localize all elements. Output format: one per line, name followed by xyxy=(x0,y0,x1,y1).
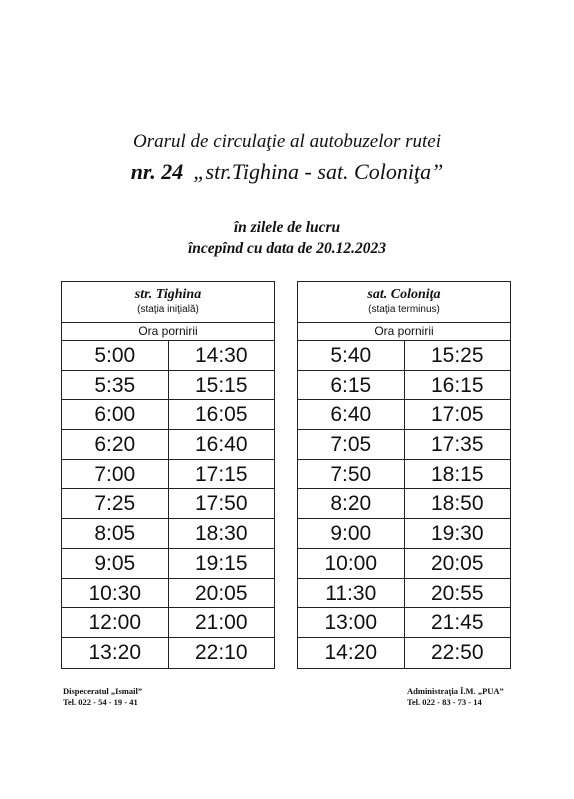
departure-time: 13:00 xyxy=(298,608,405,637)
departure-time: 16:40 xyxy=(194,433,248,457)
departure-time: 12:00 xyxy=(62,608,169,637)
departure-time: 8:05 xyxy=(62,519,169,548)
table-row xyxy=(62,549,274,579)
table-row xyxy=(62,341,274,371)
administration-name: Administraţia Î.M. „PUA” xyxy=(407,686,504,696)
departure-time: 10:00 xyxy=(298,549,405,578)
departure-time: 20:05 xyxy=(194,581,248,605)
departure-time: 5:35 xyxy=(62,371,169,400)
route-number: nr. 24 xyxy=(130,159,184,184)
schedule-days: în zilele de lucru xyxy=(233,219,341,236)
departure-time: 20:05 xyxy=(430,551,484,575)
table-row xyxy=(62,489,274,519)
table-row xyxy=(62,519,274,549)
departure-time: 7:25 xyxy=(62,489,169,518)
route-heading xyxy=(0,159,574,185)
table-row xyxy=(298,341,510,371)
departure-time: 18:15 xyxy=(430,462,484,486)
stop-name: sat. Coloniţa xyxy=(367,287,441,302)
dispatcher-name: Dispeceratul „Ismail” xyxy=(63,686,143,696)
page-title: Orarul de circulaţie al autobuzelor rutei xyxy=(132,131,442,152)
table-header xyxy=(62,282,274,323)
departure-time: 11:30 xyxy=(298,579,405,608)
timetable-str-tighina xyxy=(61,281,275,669)
footer-administration xyxy=(407,686,504,708)
departure-time: 10:30 xyxy=(62,579,169,608)
departure-time: 21:45 xyxy=(430,611,484,635)
table-row xyxy=(298,430,510,460)
departure-time: 22:50 xyxy=(430,640,484,664)
table-row xyxy=(298,519,510,549)
table-header xyxy=(298,282,510,323)
departure-time: 7:50 xyxy=(298,460,405,489)
table-row xyxy=(62,608,274,638)
departure-time: 13:20 xyxy=(62,638,169,668)
table-row xyxy=(298,371,510,401)
departure-time: 6:20 xyxy=(62,430,169,459)
table-row xyxy=(62,579,274,609)
table-row xyxy=(298,460,510,490)
stop-name: str. Tighina xyxy=(134,287,202,302)
departure-time: 7:05 xyxy=(298,430,405,459)
departure-time: 5:00 xyxy=(62,341,169,370)
table-row xyxy=(298,579,510,609)
route-name: „str.Tighina - sat. Coloniţa” xyxy=(193,159,444,184)
departure-time: 16:05 xyxy=(194,403,248,427)
departure-time: 14:30 xyxy=(194,344,248,367)
departure-time: 21:00 xyxy=(194,611,248,635)
departure-time: 14:20 xyxy=(298,638,405,668)
departure-time: 6:40 xyxy=(298,400,405,429)
table-row xyxy=(298,400,510,430)
table-row xyxy=(298,638,510,668)
footer-dispatcher xyxy=(63,686,142,708)
timetable-sat-colonita xyxy=(297,281,511,669)
departure-time: 17:35 xyxy=(430,433,484,457)
departure-times xyxy=(62,341,274,668)
table-row xyxy=(298,549,510,579)
departure-time: 17:05 xyxy=(430,403,484,427)
departure-time: 9:00 xyxy=(298,519,405,548)
departure-time: 17:50 xyxy=(194,492,248,516)
departure-time-label: Ora pornirii xyxy=(62,323,274,341)
valid-from-date: începînd cu data de 20.12.2023 xyxy=(187,240,387,257)
departure-time: 16:15 xyxy=(430,373,484,397)
stop-type: (staţia terminus) xyxy=(368,304,440,315)
departure-time: 18:50 xyxy=(430,492,484,516)
departure-time-label: Ora pornirii xyxy=(298,323,510,341)
table-row xyxy=(62,638,274,668)
table-row xyxy=(62,460,274,490)
departure-time: 6:00 xyxy=(62,400,169,429)
table-row xyxy=(62,430,274,460)
departure-time: 15:25 xyxy=(430,344,484,367)
departure-times xyxy=(298,341,510,668)
departure-time: 9:05 xyxy=(62,549,169,578)
departure-time: 6:15 xyxy=(298,371,405,400)
departure-time: 5:40 xyxy=(298,341,405,370)
departure-time: 8:20 xyxy=(298,489,405,518)
table-row xyxy=(62,371,274,401)
departure-time: 19:15 xyxy=(194,551,248,575)
departure-time: 22:10 xyxy=(194,640,248,664)
table-row xyxy=(62,400,274,430)
departure-time: 18:30 xyxy=(194,522,248,546)
dispatcher-phone: Tel. 022 - 54 - 19 - 41 xyxy=(63,697,138,707)
administration-phone: Tel. 022 - 83 - 73 - 14 xyxy=(407,697,482,707)
stop-type: (staţia iniţială) xyxy=(137,304,199,315)
departure-time: 20:55 xyxy=(430,581,484,605)
departure-time: 15:15 xyxy=(194,373,248,397)
departure-time: 17:15 xyxy=(194,462,248,486)
departure-time: 7:00 xyxy=(62,460,169,489)
table-row xyxy=(298,489,510,519)
departure-time: 19:30 xyxy=(430,522,484,546)
table-row xyxy=(298,608,510,638)
